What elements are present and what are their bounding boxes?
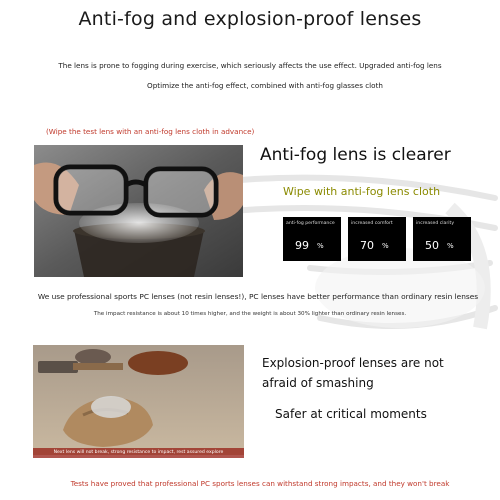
stat-clarity [413,217,471,261]
antifog-test-photo [34,145,243,277]
explosion-heading-line-2: afraid of smashing [262,376,374,390]
stat-value: 50 [425,239,439,252]
stat-unit: % [382,242,389,250]
smash-caption: Next lens will not break, strong resistance to impact, rest assured explore [33,448,244,458]
wipe-cloth-label: Wipe with anti-fog lens cloth [283,185,441,198]
pc-lens-subtext: The impact resistance is about 10 times higher, and the weight is about 30% lighter than ordinary resin lenses. [93,311,407,317]
stat-antifog [283,217,341,261]
stat-value: 99 [295,239,309,252]
antifog-heading: Anti-fog lens is clearer [260,145,451,165]
stat-unit: % [317,242,324,250]
footer-note: Tests have proved that professional PC sports lenses can withstand strong impacts, and they won't break [70,479,450,488]
stat-unit: % [447,242,454,250]
wipe-note: (Wipe the test lens with an anti-fog lens cloth in advance) [46,127,255,136]
stat-label: increased comfort [351,221,393,226]
intro-line-1: The lens is prone to fogging during exercise, which seriously affects the use effect. Upgraded anti-fog lens [58,61,442,70]
safer-text: Safer at critical moments [275,407,427,421]
stat-value: 70 [360,239,374,252]
stat-label: increased clarity [416,221,455,226]
pc-lens-text: We use professional sports PC lenses (not resin lenses!), PC lenses have better performance than ordinary resin lenses [37,292,479,301]
smash-test-photo [33,345,244,455]
intro-line-2: Optimize the anti-fog effect, combined with anti-fog glasses cloth [147,81,383,90]
stat-label: anti-fog performance [286,221,335,226]
page-title: Anti-fog and explosion-proof lenses [78,8,422,30]
explosion-heading-line-1: Explosion-proof lenses are not [262,356,444,370]
stat-comfort [348,217,406,261]
